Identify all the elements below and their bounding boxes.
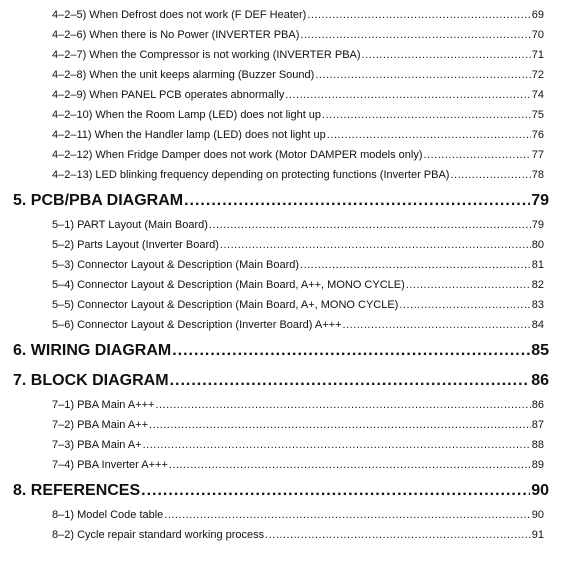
toc-entry[interactable] (52, 87, 544, 103)
toc-entry[interactable] (52, 457, 544, 473)
toc-entry[interactable] (52, 257, 544, 273)
toc-entry[interactable] (52, 27, 544, 43)
toc-entry[interactable] (52, 237, 544, 253)
toc-entry[interactable] (52, 297, 544, 313)
toc-leader-dots (184, 190, 530, 212)
toc-leader-dots (172, 340, 530, 362)
toc-section-title: 8. REFERENCES (13, 482, 141, 499)
toc-section-title: 6. WIRING DIAGRAM (13, 342, 172, 359)
toc-entry-title: 5–1) PART Layout (Main Board) (52, 219, 208, 231)
toc-entry-title: 4–2–8) When the unit keeps alarming (Buzzer Sound) (52, 69, 315, 81)
toc-entry[interactable] (52, 507, 544, 523)
toc-section-heading[interactable] (13, 190, 549, 212)
toc-entry[interactable] (52, 47, 544, 63)
toc-entry-title: 7–2) PBA Main A++ (52, 419, 149, 431)
toc-entry-page: 75 (531, 109, 544, 121)
toc-leader-dots (450, 167, 530, 183)
toc-entry-title: 8–2) Cycle repair standard working process (52, 529, 265, 541)
toc-entry-page: 78 (531, 169, 544, 181)
toc-entry-page: 90 (531, 509, 544, 521)
toc-leader-dots (265, 527, 531, 543)
toc-entry-page: 81 (531, 259, 544, 271)
toc-leader-dots (141, 480, 530, 502)
toc-entry[interactable] (52, 317, 544, 333)
toc-entry-page: 87 (531, 419, 544, 431)
toc-entry-page: 82 (531, 279, 544, 291)
toc-entry-page: 72 (531, 69, 544, 81)
toc-section-heading[interactable] (13, 480, 549, 502)
toc-leader-dots (362, 47, 531, 63)
toc-leader-dots (423, 147, 530, 163)
toc-leader-dots (149, 417, 531, 433)
toc-leader-dots (164, 507, 530, 523)
toc-leader-dots (399, 297, 530, 313)
toc-leader-dots (343, 317, 531, 333)
toc-entry-title: 7–1) PBA Main A+++ (52, 399, 155, 411)
toc-leader-dots (300, 257, 531, 273)
toc-section-page: 86 (531, 372, 549, 389)
toc-entry[interactable] (52, 417, 544, 433)
toc-entry-title: 4–2–6) When there is No Power (INVERTER PBA) (52, 29, 300, 41)
toc-entry-title: 7–3) PBA Main A+ (52, 439, 142, 451)
toc-leader-dots (170, 370, 531, 392)
toc-entry-title: 5–3) Connector Layout & Description (Main Board) (52, 259, 300, 271)
toc-entry[interactable] (52, 127, 544, 143)
toc-entry-title: 5–4) Connector Layout & Description (Main Board, A++, MONO CYCLE) (52, 279, 405, 291)
toc-leader-dots (155, 397, 530, 413)
toc-entry-title: 4–2–11) When the Handler lamp (LED) does not light up (52, 129, 326, 141)
toc-entry[interactable] (52, 277, 544, 293)
toc-entry-title: 4–2–13) LED blinking frequency depending on protecting functions (Inverter PBA) (52, 169, 450, 181)
toc-entry-title: 4–2–9) When PANEL PCB operates abnormally (52, 89, 285, 101)
toc-entry-title: 5–6) Connector Layout & Description (Inverter Board) A+++ (52, 319, 342, 331)
toc-entry-page: 89 (531, 459, 544, 471)
toc-section-page: 90 (531, 482, 549, 499)
toc-entry-title: 4–2–12) When Fridge Damper does not work (Motor DAMPER models only) (52, 149, 423, 161)
toc-leader-dots (209, 217, 531, 233)
toc-entry-title: 5–2) Parts Layout (Inverter Board) (52, 239, 219, 251)
toc-section-heading[interactable] (13, 340, 549, 362)
toc-leader-dots (406, 277, 531, 293)
toc-leader-dots (220, 237, 531, 253)
toc-leader-dots (315, 67, 530, 83)
toc-entry-page: 91 (531, 529, 544, 541)
toc-section-title: 5. PCB/PBA DIAGRAM (13, 192, 184, 209)
toc-entry-title: 5–5) Connector Layout & Description (Main Board, A+, MONO CYCLE) (52, 299, 399, 311)
toc-entry[interactable] (52, 7, 544, 23)
toc-entry[interactable] (52, 167, 544, 183)
toc-entry[interactable] (52, 527, 544, 543)
toc-section-page: 79 (531, 192, 549, 209)
toc-leader-dots (143, 437, 531, 453)
toc-entry-title: 4–2–7) When the Compressor is not working (INVERTER PBA) (52, 49, 361, 61)
toc-entry-page: 84 (531, 319, 544, 331)
toc-section-page: 85 (531, 342, 549, 359)
toc-entry-page: 74 (531, 89, 544, 101)
toc-leader-dots (307, 7, 530, 23)
toc-entry-page: 77 (531, 149, 544, 161)
toc-entry-page: 70 (531, 29, 544, 41)
toc-leader-dots (327, 127, 531, 143)
toc-entry[interactable] (52, 397, 544, 413)
toc-entry-page: 80 (531, 239, 544, 251)
toc-entry[interactable] (52, 217, 544, 233)
toc-leader-dots (300, 27, 530, 43)
toc-entry[interactable] (52, 67, 544, 83)
toc-entry-page: 88 (531, 439, 544, 451)
toc-entry[interactable] (52, 437, 544, 453)
toc-entry-title: 7–4) PBA Inverter A+++ (52, 459, 168, 471)
toc-entry-page: 76 (531, 129, 544, 141)
toc-section-heading[interactable] (13, 370, 549, 392)
toc-entry[interactable] (52, 107, 544, 123)
toc-entry-page: 86 (531, 399, 544, 411)
toc-entry-page: 69 (531, 9, 544, 21)
toc-leader-dots (169, 457, 531, 473)
toc-entry-title: 4–2–10) When the Room Lamp (LED) does not light up (52, 109, 322, 121)
toc-entry-page: 83 (531, 299, 544, 311)
toc-entry-page: 71 (531, 49, 544, 61)
toc-leader-dots (322, 107, 531, 123)
toc-section-title: 7. BLOCK DIAGRAM (13, 372, 169, 389)
toc-entry-page: 79 (531, 219, 544, 231)
toc-entry-title: 8–1) Model Code table (52, 509, 164, 521)
toc-leader-dots (285, 87, 530, 103)
toc-entry-title: 4–2–5) When Defrost does not work (F DEF Heater) (52, 9, 307, 21)
toc-entry[interactable] (52, 147, 544, 163)
